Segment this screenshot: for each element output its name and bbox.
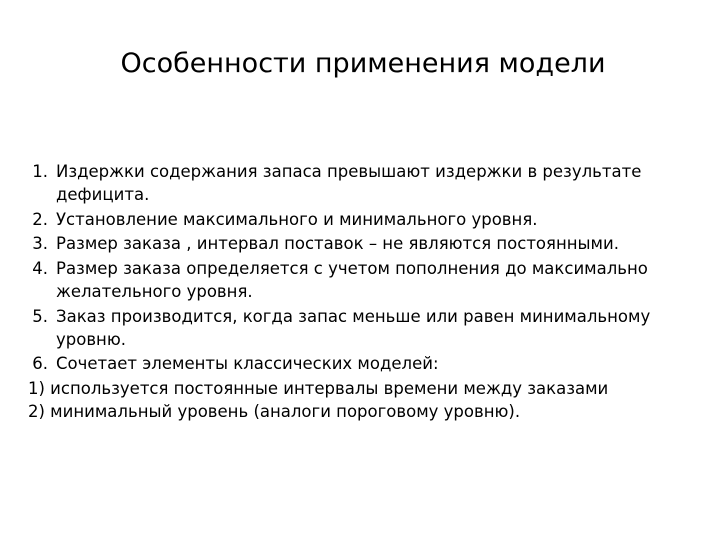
list-item bbox=[28, 305, 706, 352]
list-item-marker: 4. bbox=[32, 258, 48, 278]
plain-line: 1) используется постоянные интервалы времени между заказами bbox=[28, 378, 609, 398]
list-item-marker: 6. bbox=[32, 354, 48, 374]
list-item bbox=[28, 160, 706, 207]
list-item bbox=[28, 208, 706, 231]
list-item-text: Размер заказа , интервал поставок – не являются постоянными. bbox=[56, 234, 619, 254]
list-item-marker: 5. bbox=[32, 306, 48, 326]
list-item-text: Заказ производится, когда запас меньше или равен минимальному уровню. bbox=[56, 306, 651, 349]
list-item-text: Сочетает элементы классических моделей: bbox=[56, 354, 439, 374]
list-item-marker: 1. bbox=[32, 162, 48, 181]
list-item-marker: 3. bbox=[32, 234, 48, 254]
slide-body bbox=[28, 160, 706, 424]
list-item-text: Установление максимального и минимального уровня. bbox=[56, 209, 538, 229]
list-item bbox=[28, 232, 706, 255]
list-item bbox=[28, 352, 706, 375]
page-title: Особенности применения модели bbox=[120, 48, 606, 79]
list-item-text: Размер заказа определяется с учетом пополнения до максимально желательного уровня. bbox=[56, 258, 648, 302]
plain-line: 2) минимальный уровень (аналоги пороговому уровню). bbox=[28, 402, 521, 422]
list-item bbox=[28, 257, 706, 304]
list-item-marker: 2. bbox=[32, 209, 48, 229]
list-item-text: Издержки содержания запаса превышают издержки в результате дефицита. bbox=[56, 162, 642, 205]
numbered-list bbox=[28, 160, 706, 376]
